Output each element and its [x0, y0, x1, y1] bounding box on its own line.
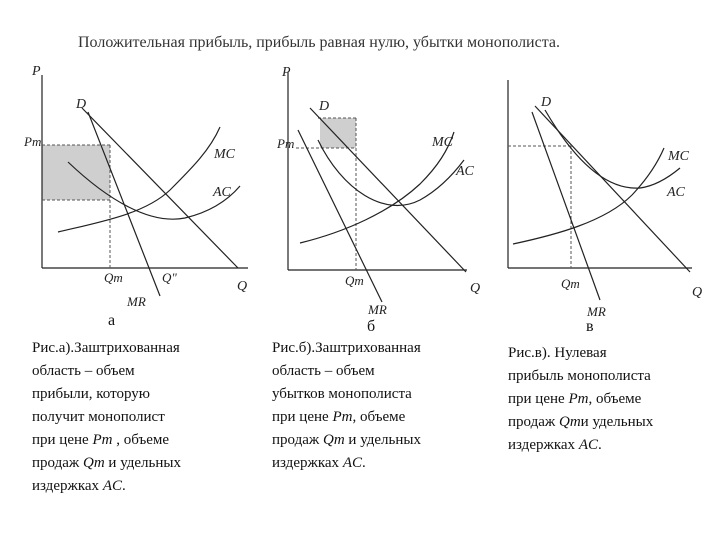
panel-b-mc-label: MC — [432, 135, 453, 150]
panel-c-mr-label: MR — [587, 304, 606, 319]
caption-b-line-5: продаж Qm и удельных — [272, 432, 421, 448]
caption-c-line-4: продаж Qmи удельных — [508, 414, 654, 430]
caption-b-line-4: при цене Pm, объеме — [272, 409, 406, 425]
panel-a-mr-label: MR — [127, 294, 146, 309]
symbol-qm: Qm — [559, 414, 581, 430]
panel-c-d-label: D — [541, 95, 552, 110]
symbol-pm: Pm — [332, 409, 353, 425]
caption-b-line-1: Рис.б).Заштрихованная — [272, 340, 421, 356]
symbol-qm: Qm — [83, 455, 105, 471]
panel-c-graph — [508, 80, 702, 319]
panel-c-ac-label: AC — [667, 185, 685, 200]
caption-a-line-4: получит монополист — [32, 409, 165, 425]
caption-b-line-2: область – объем — [272, 363, 375, 379]
panel-c-mc-curve — [513, 148, 664, 244]
symbol-ac: AC — [342, 455, 362, 471]
panel-b-letter: б — [367, 318, 376, 335]
panel-a-q-label: Q — [237, 279, 248, 294]
page-title: Положительная прибыль, прибыль равная нулю, убытки монополиста. — [78, 34, 560, 51]
panel-a-mc-label: MC — [214, 147, 235, 162]
panel-b-loss-area — [320, 118, 356, 148]
panel-b-demand-curve — [310, 108, 466, 272]
panel-a-graph — [23, 64, 248, 309]
caption-a-line-6: продаж Qm и удельных — [32, 455, 181, 471]
symbol-ac: AC — [578, 437, 598, 453]
panel-b-pm-label: Pm — [277, 136, 295, 151]
panel-a-p-label: P — [32, 64, 41, 79]
panel-b-mr-curve — [298, 130, 382, 302]
panel-c-caption — [508, 342, 698, 457]
panel-b-d-label: D — [319, 99, 330, 114]
caption-c-line-2: прибыль монополиста — [508, 368, 651, 384]
panel-c-qm-label: Qm — [561, 276, 580, 291]
panel-a-pm-label: Pm — [24, 134, 42, 149]
panel-a-caption — [32, 337, 234, 498]
panel-c-mc-label: MC — [668, 149, 689, 164]
panel-c-ac-curve — [545, 110, 680, 188]
panel-b-qm-label: Qm — [345, 273, 364, 288]
panel-a-letter: а — [108, 312, 116, 329]
caption-a-line-7: издержках AC. — [32, 478, 126, 494]
symbol-ac: AC — [102, 478, 122, 494]
caption-a-line-2: область – объем — [32, 363, 135, 379]
caption-c-line-1: Рис.в). Нулевая — [508, 345, 607, 361]
caption-b-line-6: издержках AC. — [272, 455, 366, 471]
panel-b-p-label: P — [282, 65, 291, 80]
panel-a-qm-label: Qm — [104, 270, 123, 285]
panel-a-qstar-label: Q" — [162, 270, 177, 285]
caption-c-line-3: при цене Pm, объеме — [508, 391, 642, 407]
symbol-pm: Pm — [568, 391, 589, 407]
panel-a-profit-area — [42, 145, 110, 200]
caption-a-line-3: прибыли, которую — [32, 386, 150, 402]
panel-a-d-label: D — [76, 97, 87, 112]
caption-c-line-5: издержках AC. — [508, 437, 602, 453]
panel-b-mr-label: MR — [368, 302, 387, 317]
caption-b-line-3: убытков монополиста — [272, 386, 412, 402]
panel-c-letter: в — [586, 318, 594, 335]
panel-b-graph — [276, 65, 480, 317]
symbol-qm: Qm — [323, 432, 345, 448]
caption-a-line-5: при цене Pm , объеме — [32, 432, 170, 448]
panel-b-ac-label: AC — [456, 164, 474, 179]
panel-b-caption — [272, 337, 474, 475]
symbol-pm: Pm — [92, 432, 113, 448]
panel-a-ac-label: AC — [213, 185, 231, 200]
panel-c-q-label: Q — [692, 285, 703, 300]
caption-a-line-1: Рис.а).Заштрихованная — [32, 340, 180, 356]
panel-c-mr-curve — [532, 112, 600, 300]
panel-b-q-label: Q — [470, 281, 481, 296]
